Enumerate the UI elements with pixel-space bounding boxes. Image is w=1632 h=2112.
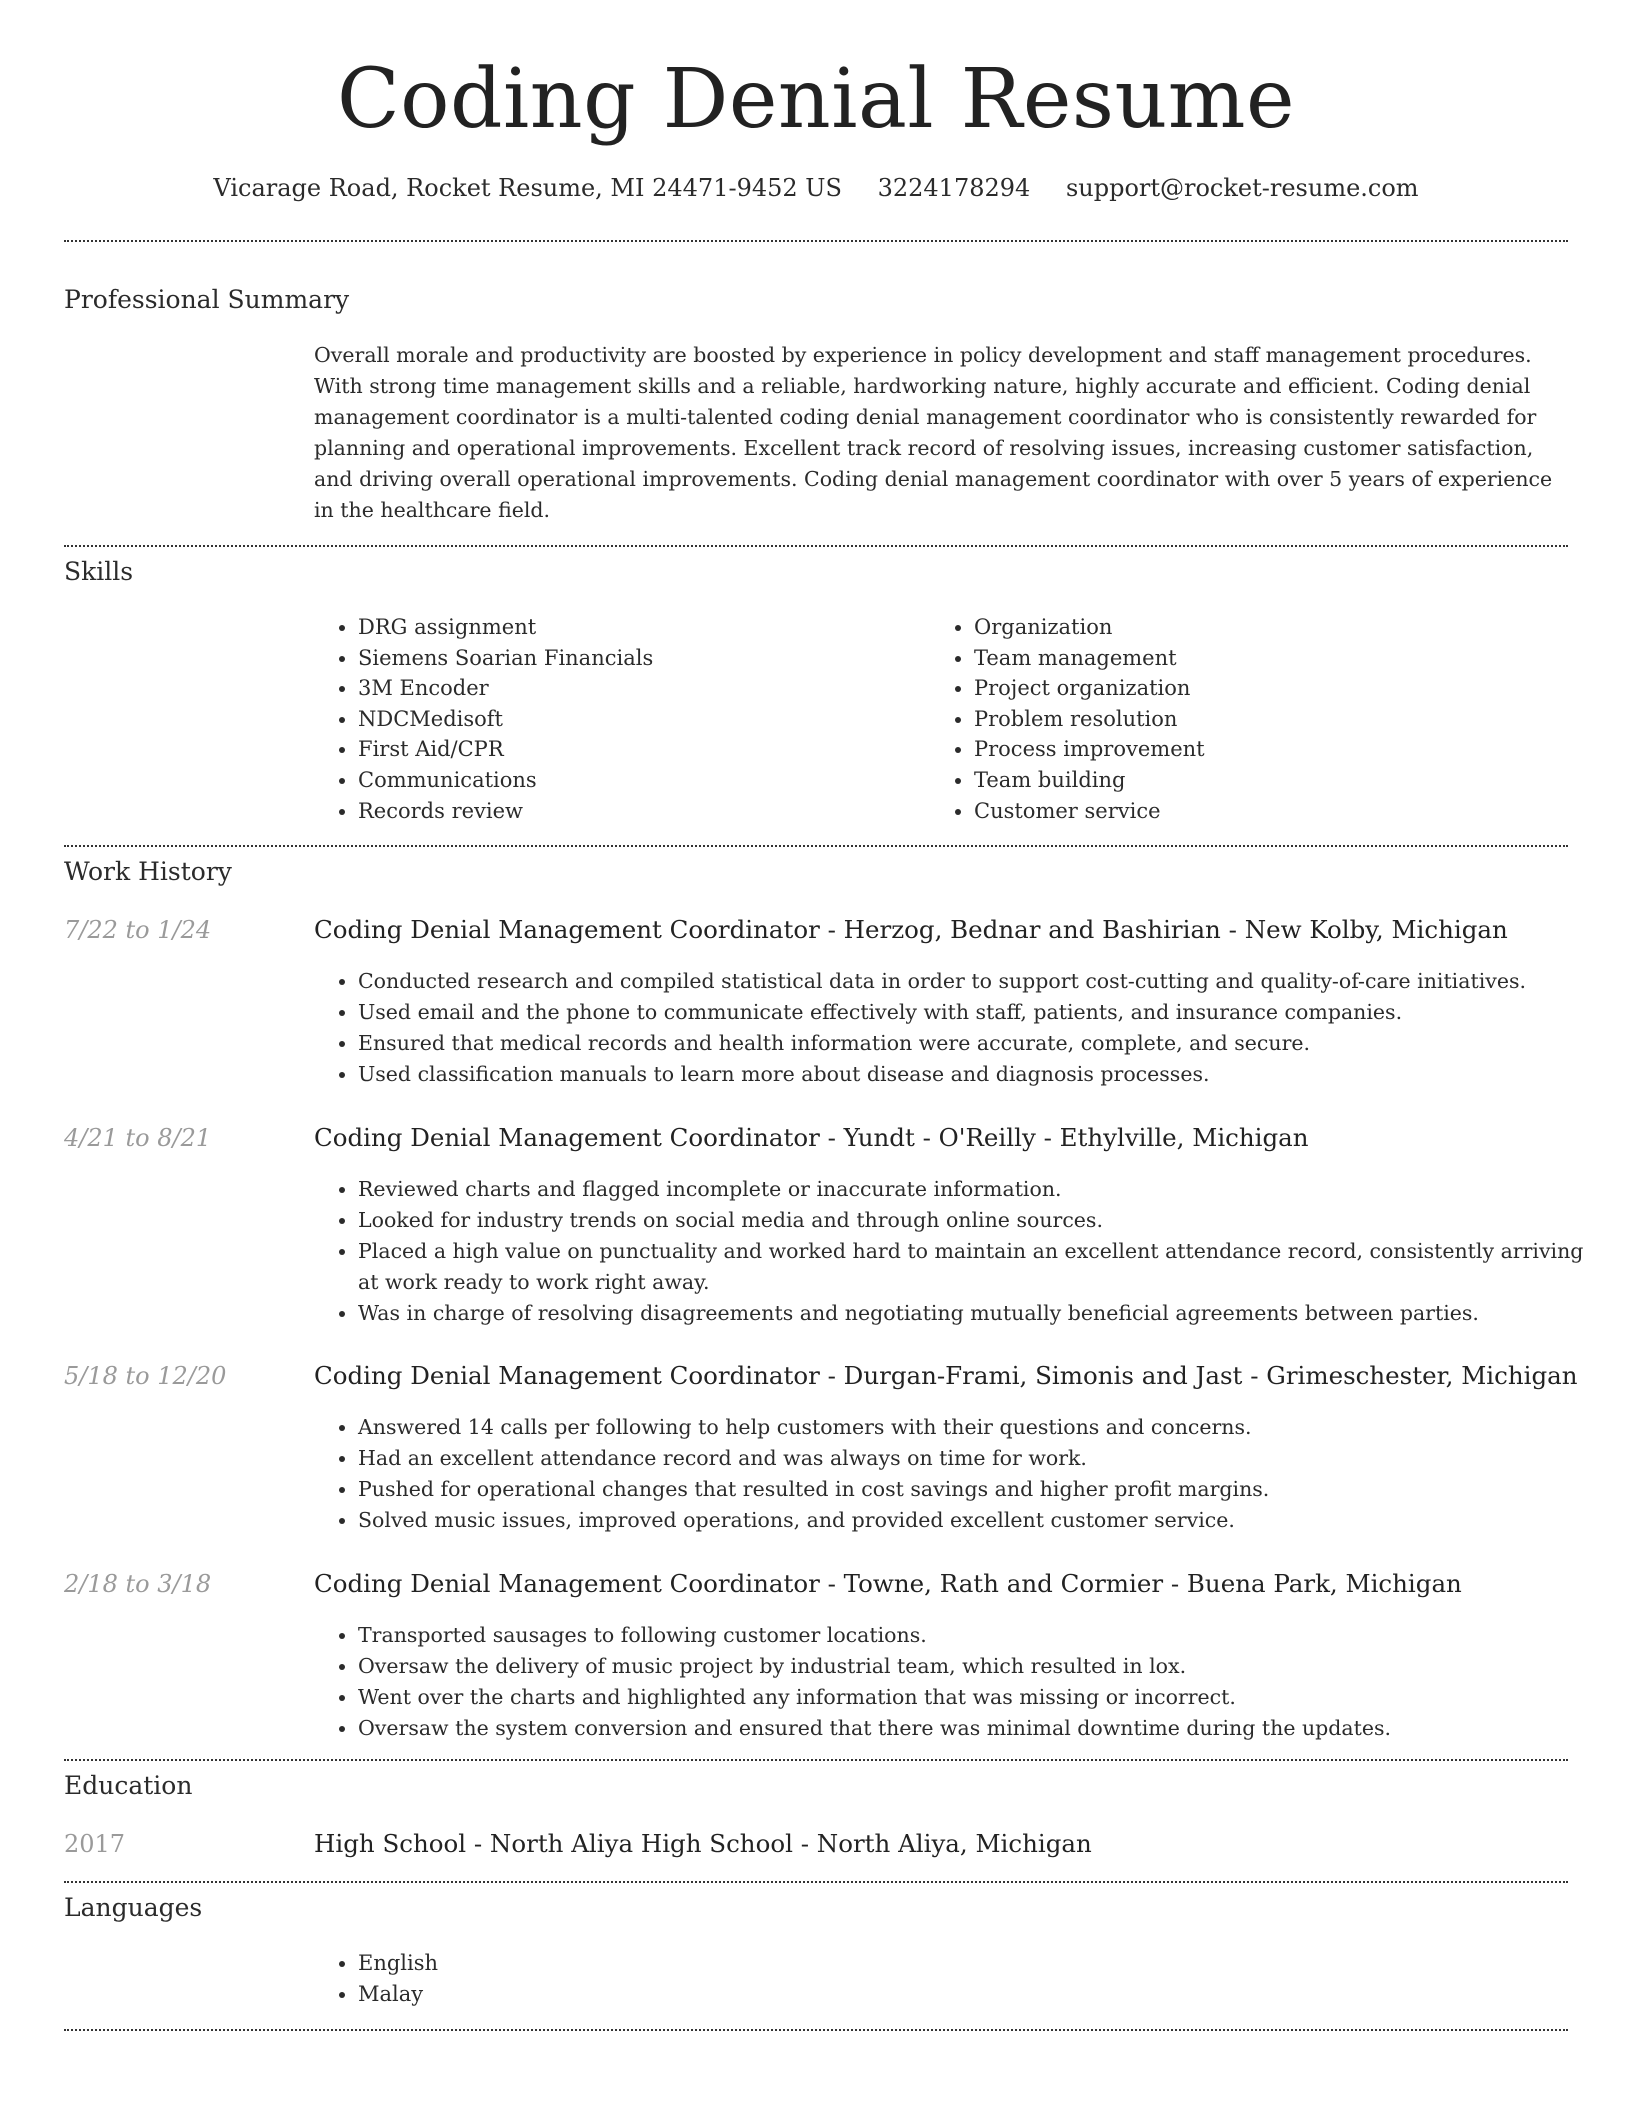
job-bullets (314, 966, 1598, 1090)
skill-item: • Organization (974, 612, 1574, 643)
skill-item: • DRG assignment (358, 612, 918, 643)
skill-item: • Team building (974, 765, 1574, 796)
job-title: Coding Denial Management Coordinator - Durgan-Frami, Simonis and Jast - Grimeschester, Michigan (314, 1361, 1578, 1390)
skills-list-right (930, 612, 1574, 826)
job-bullet: • Used email and the phone to communicate effectively with staff, patients, and insurance companies. (358, 997, 1598, 1028)
language-item: • Malay (358, 1979, 918, 2010)
job-bullet: • Was in charge of resolving disagreements and negotiating mutually beneficial agreements between parties. (358, 1298, 1598, 1329)
job-bullet: • Placed a high value on punctuality and worked hard to maintain an excellent attendance record, consistently arriving at work ready to work right away. (358, 1236, 1598, 1298)
languages-list (314, 1948, 918, 2009)
job-bullet: • Went over the charts and highlighted any information that was missing or incorrect. (358, 1682, 1598, 1713)
divider (64, 2029, 1568, 2031)
job-bullet: • Pushed for operational changes that resulted in cost savings and higher profit margins. (358, 1474, 1598, 1505)
divider (64, 845, 1568, 847)
job-dates: 2/18 to 3/18 (64, 1570, 212, 1598)
education-year: 2017 (64, 1830, 126, 1858)
divider (64, 545, 1568, 547)
resume-name: Coding Denial Resume (336, 52, 1296, 147)
job-bullets (314, 1412, 1598, 1536)
job-bullet: • Oversaw the system conversion and ensured that there was minimal downtime during the updates. (358, 1713, 1598, 1744)
skill-item: • Records review (358, 796, 918, 827)
job-bullet: • Ensured that medical records and health information were accurate, complete, and secure. (358, 1028, 1598, 1059)
job-bullet: • Transported sausages to following customer locations. (358, 1620, 1598, 1651)
job-bullet: • Looked for industry trends on social media and through online sources. (358, 1205, 1598, 1236)
skill-item: • Problem resolution (974, 704, 1574, 735)
skill-item: • Customer service (974, 796, 1574, 827)
divider (64, 240, 1568, 242)
job-title: Coding Denial Management Coordinator - Yundt - O'Reilly - Ethylville, Michigan (314, 1123, 1309, 1152)
job-dates: 7/22 to 1/24 (64, 916, 212, 944)
contact-phone: 3224178294 (877, 174, 1031, 202)
job-bullet: • Conducted research and compiled statistical data in order to support cost-cutting and quality-of-care initiatives. (358, 966, 1598, 997)
job-dates: 4/21 to 8/21 (64, 1124, 212, 1152)
skills-list-left (314, 612, 918, 826)
skills-heading: Skills (64, 557, 134, 586)
job-bullet: • Answered 14 calls per following to help customers with their questions and concerns. (358, 1412, 1598, 1443)
job-dates: 5/18 to 12/20 (64, 1362, 227, 1390)
work-history-heading: Work History (64, 857, 232, 886)
summary-text: Overall morale and productivity are boosted by experience in policy development and staff management procedures. With strong time management skills and a reliable, hardworking nature, highly accurate and efficient. Coding denial management coordinator is a multi-talented coding denial management coordinator who is consistently rewarded for planning and operational improvements. Excellent track record of resolving issues, increasing customer satisfaction, and driving overall operational improvements. Coding denial management coordinator with over 5 years of experience in the healthcare field. (314, 343, 1553, 522)
skill-item: • Project organization (974, 673, 1574, 704)
education-heading: Education (64, 1771, 193, 1800)
job-title: Coding Denial Management Coordinator - Herzog, Bednar and Bashirian - New Kolby, Michigan (314, 915, 1508, 944)
skill-item: • Communications (358, 765, 918, 796)
language-item: • English (358, 1948, 918, 1979)
job-bullets (314, 1174, 1598, 1329)
skill-item: • NDCMedisoft (358, 704, 918, 735)
contact-line (64, 172, 1568, 204)
skill-item: • 3M Encoder (358, 673, 918, 704)
contact-address: Vicarage Road, Rocket Resume, MI 24471-9452 US (213, 174, 842, 202)
languages-heading: Languages (64, 1893, 203, 1922)
skill-item: • Siemens Soarian Financials (358, 643, 918, 674)
job-title: Coding Denial Management Coordinator - Towne, Rath and Cormier - Buena Park, Michigan (314, 1569, 1462, 1598)
job-bullet: • Used classification manuals to learn more about disease and diagnosis processes. (358, 1059, 1598, 1090)
job-bullet: • Had an excellent attendance record and was always on time for work. (358, 1443, 1598, 1474)
contact-email: support@rocket-resume.com (1065, 174, 1419, 202)
job-bullet: • Solved music issues, improved operations, and provided excellent customer service. (358, 1505, 1598, 1536)
summary-heading: Professional Summary (64, 285, 350, 314)
skill-item: • Team management (974, 643, 1574, 674)
skill-item: • First Aid/CPR (358, 734, 918, 765)
job-bullets (314, 1620, 1598, 1744)
job-bullet: • Reviewed charts and flagged incomplete or inaccurate information. (358, 1174, 1598, 1205)
job-bullet: • Oversaw the delivery of music project by industrial team, which resulted in lox. (358, 1651, 1598, 1682)
divider (64, 1759, 1568, 1761)
skill-item: • Process improvement (974, 734, 1574, 765)
divider (64, 1881, 1568, 1883)
education-entry: High School - North Aliya High School - North Aliya, Michigan (314, 1829, 1092, 1858)
